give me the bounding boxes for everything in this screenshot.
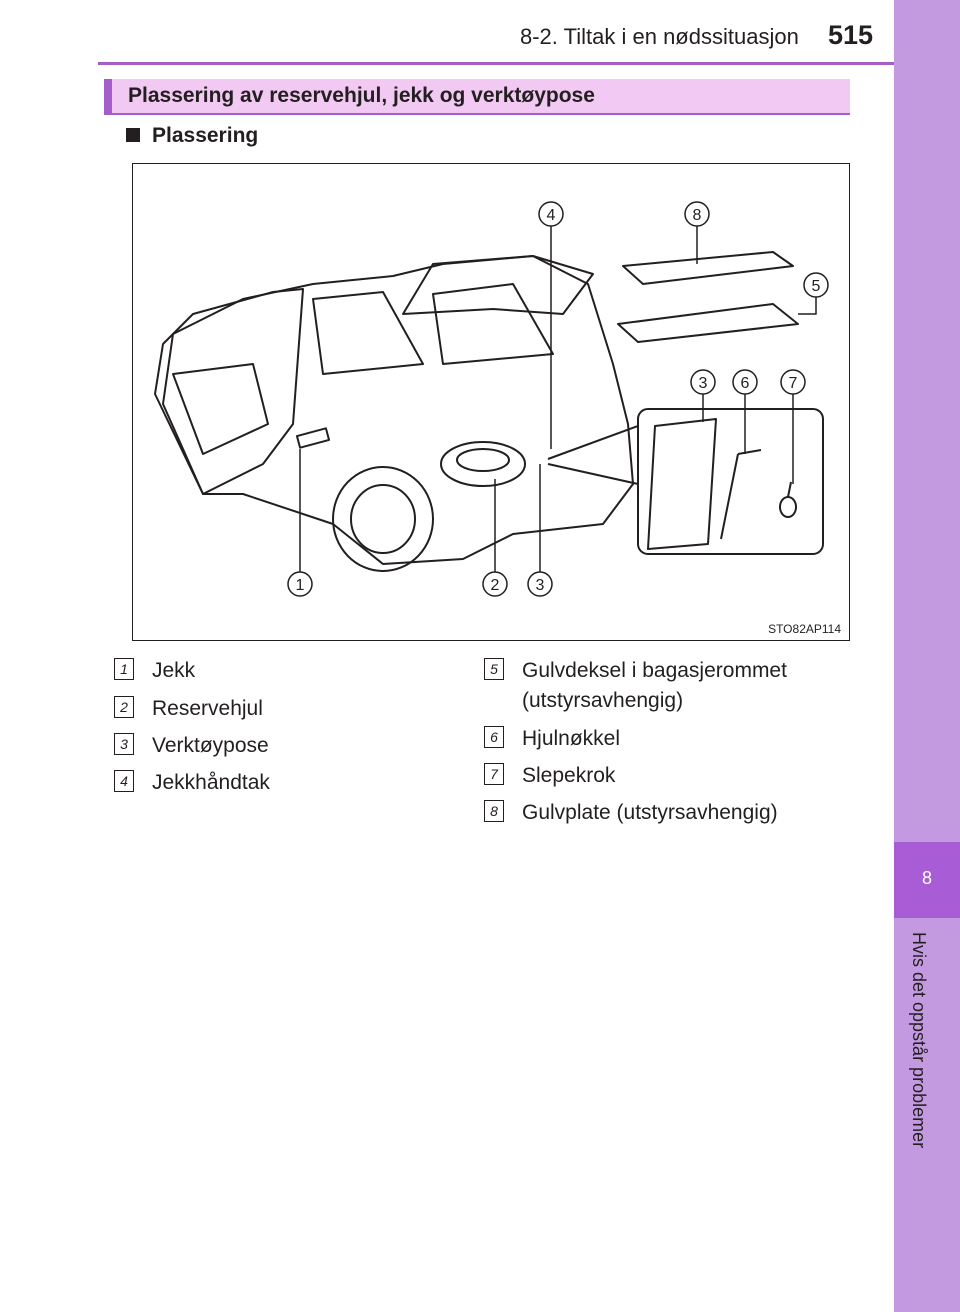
callout-number: 3 <box>698 375 708 392</box>
callout-number: 6 <box>740 375 750 392</box>
luggage-floor-cover <box>618 304 798 342</box>
legend-number-badge: 2 <box>114 696 134 718</box>
callout-number: 1 <box>295 577 305 594</box>
rear-wheel <box>333 467 433 571</box>
tool-inset-box <box>638 409 823 554</box>
legend-text: Gulvplate (utstyrsavhengig) <box>522 801 778 824</box>
tow-hook <box>780 497 796 517</box>
jack <box>297 428 329 447</box>
section-title-bar <box>104 79 850 115</box>
legend-number-badge: 8 <box>484 800 504 822</box>
page-number: 515 <box>828 20 874 50</box>
figure-code: STO82AP114 <box>768 622 841 636</box>
callout-number: 3 <box>535 577 545 594</box>
subheading-text: Plassering <box>152 124 259 147</box>
chapter-number-box: 8 <box>894 842 960 918</box>
legend-text: Hjulnøkkel <box>522 727 621 750</box>
floor-board <box>623 252 793 284</box>
callout-number: 4 <box>546 207 556 224</box>
legend-text: Jekkhåndtak <box>152 771 270 794</box>
legend-number-badge: 1 <box>114 658 134 680</box>
square-bullet-icon <box>126 128 140 142</box>
legend-text: Gulvdeksel i bagasjerommet <box>522 659 787 682</box>
running-header: 8-2. Tiltak i en nødssituasjon <box>520 24 799 49</box>
legend-number-badge: 4 <box>114 770 134 792</box>
chapter-title-text: Hvis det oppstår problemer <box>909 932 929 1149</box>
rear-door <box>155 289 303 494</box>
legend-text: Jekk <box>152 659 196 682</box>
legend-text: Slepekrok <box>522 764 616 787</box>
legend-number-badge: 3 <box>114 733 134 755</box>
car-diagram <box>133 164 850 641</box>
subheading <box>126 124 258 148</box>
location-illustration <box>132 163 850 641</box>
callout-number: 7 <box>788 375 798 392</box>
legend-text: Reservehjul <box>152 697 263 720</box>
section-title: Plassering av reservehjul, jekk og verktøypose <box>128 84 595 107</box>
callout-number: 8 <box>692 207 702 224</box>
header-rule <box>98 62 894 65</box>
chapter-title-label <box>894 920 960 1220</box>
legend-number-badge: 7 <box>484 763 504 785</box>
tool-bag <box>648 419 716 549</box>
legend-text: (utstyrsavhengig) <box>522 689 684 712</box>
legend-number-badge: 5 <box>484 658 504 680</box>
callout-number: 2 <box>490 577 500 594</box>
callout-number: 5 <box>811 278 821 295</box>
wheel-wrench <box>721 450 761 539</box>
legend-number-badge: 6 <box>484 726 504 748</box>
legend-text: Verktøypose <box>152 734 269 757</box>
